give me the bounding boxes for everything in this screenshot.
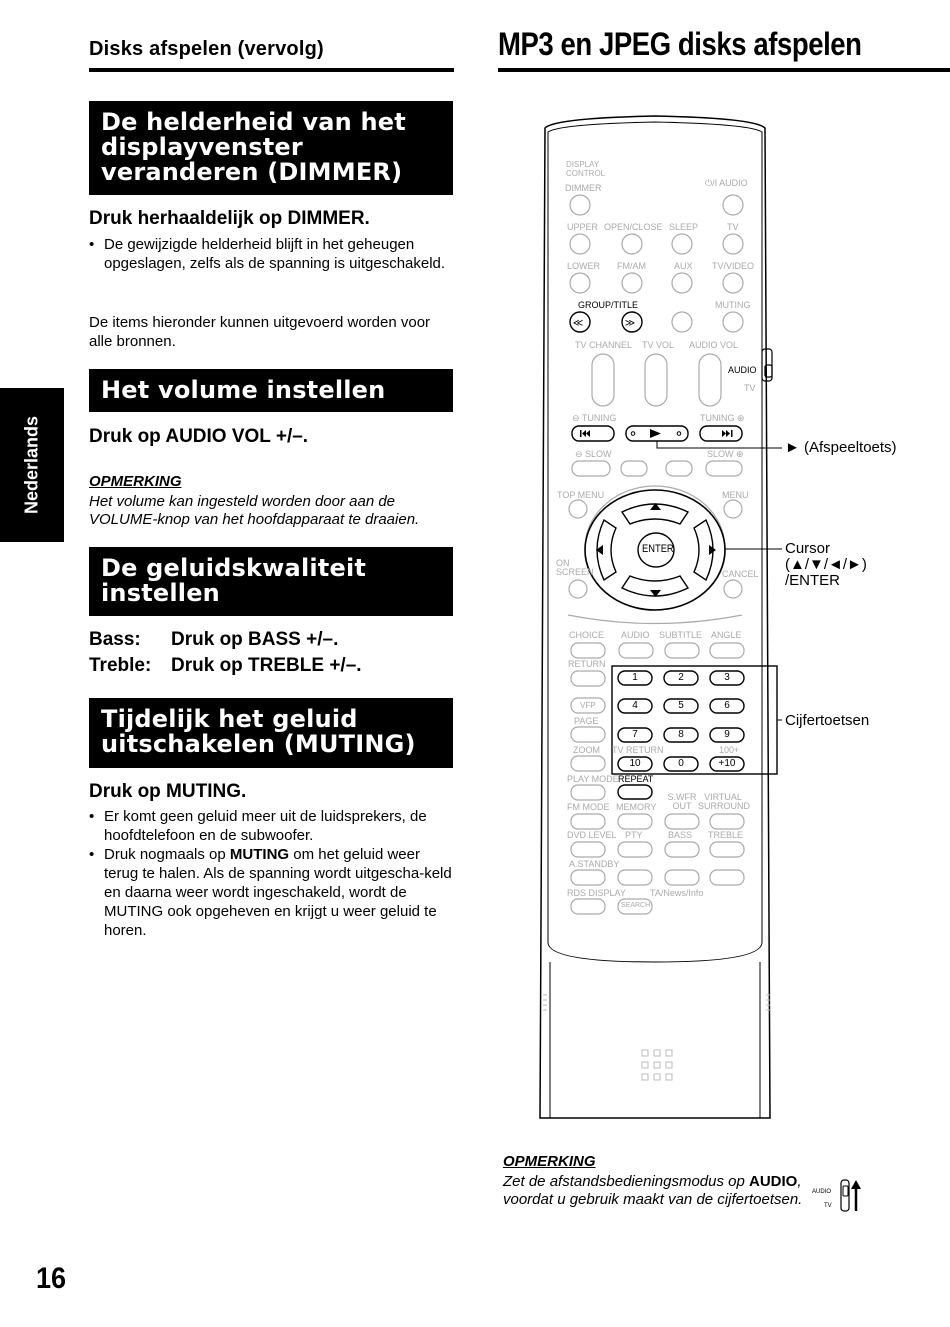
bass-text: Druk op BASS +/–. (171, 629, 339, 650)
key-7: 7 (632, 729, 638, 740)
treble-text: Druk op TREBLE +/–. (171, 655, 362, 676)
key-4: 4 (632, 700, 638, 711)
dimmer-title-line2: displayvenster (101, 133, 303, 161)
section-header-right: MP3 en JPEG disks afspelen (498, 26, 862, 62)
tuning-minus-label: ⊖ TUNING (572, 413, 617, 423)
virtual-surround-label: VIRTUAL SURROUND (698, 792, 751, 811)
key-6: 6 (724, 700, 730, 711)
bass-remote-label: BASS (668, 830, 693, 840)
hundred-plus-label: 100+ (719, 745, 740, 755)
tv-channel-label: TV CHANNEL (575, 340, 633, 350)
key-9: 9 (724, 729, 730, 740)
header-rule-right (498, 68, 950, 72)
audio-label: AUDIO (621, 630, 650, 640)
slow-plus-label: SLOW ⊕ (707, 449, 744, 459)
volume-note (89, 472, 453, 529)
dimmer-title-line1: De helderheid van het (101, 108, 406, 136)
number-keys-callout: Cijfertoetsen (785, 712, 870, 729)
callout-leader-lines (600, 440, 800, 730)
upper-label: UPPER (567, 222, 599, 232)
dimmer-step: Druk herhaaldelijk op DIMMER. (89, 208, 370, 229)
muting-bullet-1: • Er komt geen geluid meer uit de luidsprekers, de hoofdtelefoon en de subwoofer. (89, 807, 453, 845)
dimmer-bullets (89, 235, 453, 273)
tuning-plus-label: TUNING ⊕ (700, 413, 745, 423)
volume-step: Druk op AUDIO VOL +/–. (89, 426, 309, 447)
audio-tv-switch-icon (812, 1177, 864, 1217)
aux-label: AUX (674, 261, 693, 271)
dimmer-section-title (89, 101, 453, 195)
power-audio-label: ⏻/I AUDIO (705, 178, 748, 188)
play-mode-label: PLAY MODE (567, 774, 619, 784)
switch-audio-label: AUDIO (728, 365, 757, 375)
dimmer-label: DIMMER (565, 183, 602, 193)
bottom-note (503, 1153, 813, 1209)
muting-bullet-2 (89, 845, 453, 940)
search-label: SEARCH (621, 902, 651, 909)
key-2: 2 (678, 672, 684, 683)
audio-vol-label: AUDIO VOL (689, 340, 739, 350)
cursor-callout-line2: (▲/▼/◄/►) (785, 556, 867, 573)
page-label: PAGE (574, 716, 599, 726)
enter-label: ENTER (642, 543, 674, 555)
tv-video-label: TV/VIDEO (712, 261, 755, 271)
sound-title-line2: instellen (101, 579, 220, 607)
switch-arrow-icon (836, 1177, 864, 1215)
menu-label: MENU (722, 490, 749, 500)
ta-news-info-label: TA/News/Info (650, 888, 704, 898)
svg-text:≪: ≪ (572, 318, 584, 329)
treble-label: Treble: (89, 655, 152, 676)
swfr-out-label: S.WFR OUT (667, 792, 697, 811)
zoom-label: ZOOM (573, 745, 600, 755)
volume-note-title: OPMERKING (89, 473, 182, 490)
tv-return-label: TV RETURN (612, 745, 664, 755)
rds-display-label: RDS DISPLAY (567, 888, 626, 898)
key-3: 3 (724, 672, 730, 683)
cancel-label: CANCEL (722, 569, 759, 579)
tv-label: TV (727, 222, 739, 232)
dimmer-bullet-1: • De gewijzigde helderheid blijft in het geheugen opgeslagen, zelfs als de spanning is uitgeschakeld. (89, 235, 453, 273)
treble-remote-label: TREBLE (708, 830, 744, 840)
muting-label: MUTING (715, 300, 751, 310)
pty-label: PTY (625, 830, 643, 840)
slow-minus-label: ⊖ SLOW (575, 449, 612, 459)
display-control-label: DISPLAY CONTROL (566, 160, 606, 178)
bottom-note-text-pre: Zet de afstandsbedieningsmodus op (503, 1173, 749, 1190)
choice-label: CHOICE (569, 630, 605, 640)
bottom-note-text-bold: AUDIO (749, 1173, 798, 1190)
section-header-left: Disks afspelen (vervolg) (89, 38, 324, 60)
key-plus10: +10 (718, 758, 736, 769)
repeat-label: REPEAT (618, 774, 654, 784)
return-label: RETURN (568, 659, 606, 669)
cursor-callout-line3: /ENTER (785, 572, 841, 589)
sound-title-line1: De geluidskwaliteit (101, 554, 367, 582)
muting-bullet-2-bold: MUTING (229, 846, 290, 863)
switch-tv-label: TV (744, 383, 756, 393)
muting-section-title (89, 698, 453, 768)
bass-label: Bass: (89, 629, 141, 650)
dimmer-paragraph: De items hieronder kunnen uitgevoerd worden voor alle bronnen. (89, 314, 431, 350)
fm-am-label: FM/AM (617, 261, 646, 271)
muting-title-line2: uitschakelen (MUTING) (101, 730, 416, 758)
muting-step: Druk op MUTING. (89, 781, 247, 802)
cursor-callout (785, 541, 867, 589)
sleep-label: SLEEP (669, 222, 699, 232)
bottom-note-text-post: , voordat u gebruik maakt van de cijfertoetsen. (503, 1173, 803, 1208)
header-rule-left (89, 68, 454, 72)
treble-step (89, 655, 362, 677)
fm-mode-label: FM MODE (567, 802, 610, 812)
language-tab (0, 388, 64, 542)
muting-bullets (89, 807, 453, 940)
switch-icon-audio-label: AUDIO (812, 1189, 832, 1195)
top-menu-label: TOP MENU (557, 490, 605, 500)
sound-section-title (89, 547, 453, 616)
dimmer-title-line3: veranderen (DIMMER) (101, 158, 403, 186)
dvd-level-label: DVD LEVEL (567, 830, 617, 840)
angle-label: ANGLE (711, 630, 742, 640)
a-standby-label: A.STANDBY (569, 859, 620, 869)
switch-icon-tv-label: TV (824, 1203, 832, 1209)
svg-text:≫: ≫ (624, 318, 636, 329)
key-5: 5 (678, 700, 684, 711)
language-tab-label: Nederlands (21, 415, 42, 515)
play-button-callout: ► (Afspeeltoets) (785, 439, 897, 456)
volume-note-text: Het volume kan ingesteld worden door aan de VOLUME-knop van het hoofdapparaat te draaien. (89, 493, 420, 528)
key-10: 10 (629, 758, 641, 769)
volume-section-title: Het volume instellen (89, 369, 453, 412)
muting-title-line1: Tijdelijk het geluid (101, 705, 358, 733)
tv-vol-label: TV VOL (642, 340, 675, 350)
memory-label: MEMORY (616, 802, 657, 812)
subtitle-label: SUBTITLE (659, 630, 703, 640)
on-screen-label: ON SCREEN (556, 558, 594, 577)
key-8: 8 (678, 729, 684, 740)
muting-bullet-2-pre: Druk nogmaals op (104, 846, 230, 863)
page-number: 16 (36, 1262, 67, 1295)
bass-step (89, 629, 338, 651)
vfp-label: VFP (580, 701, 596, 710)
bottom-note-title: OPMERKING (503, 1153, 596, 1170)
lower-label: LOWER (567, 261, 601, 271)
cursor-callout-line1: Cursor (785, 540, 831, 557)
key-1: 1 (632, 672, 638, 683)
group-title-label: GROUP/TITLE (578, 300, 639, 310)
muting-bullet-2-post: om het geluid weer terug te halen. Als de spanning wordt uitgescha-keld en daarna weer wordt ingeschakeld, wordt de MUTING ook opgeheven en krijgt u weer geluid te horen. (104, 846, 452, 939)
open-close-label: OPEN/CLOSE (604, 222, 663, 232)
key-0: 0 (678, 758, 684, 769)
bottom-note-text (503, 1173, 813, 1209)
